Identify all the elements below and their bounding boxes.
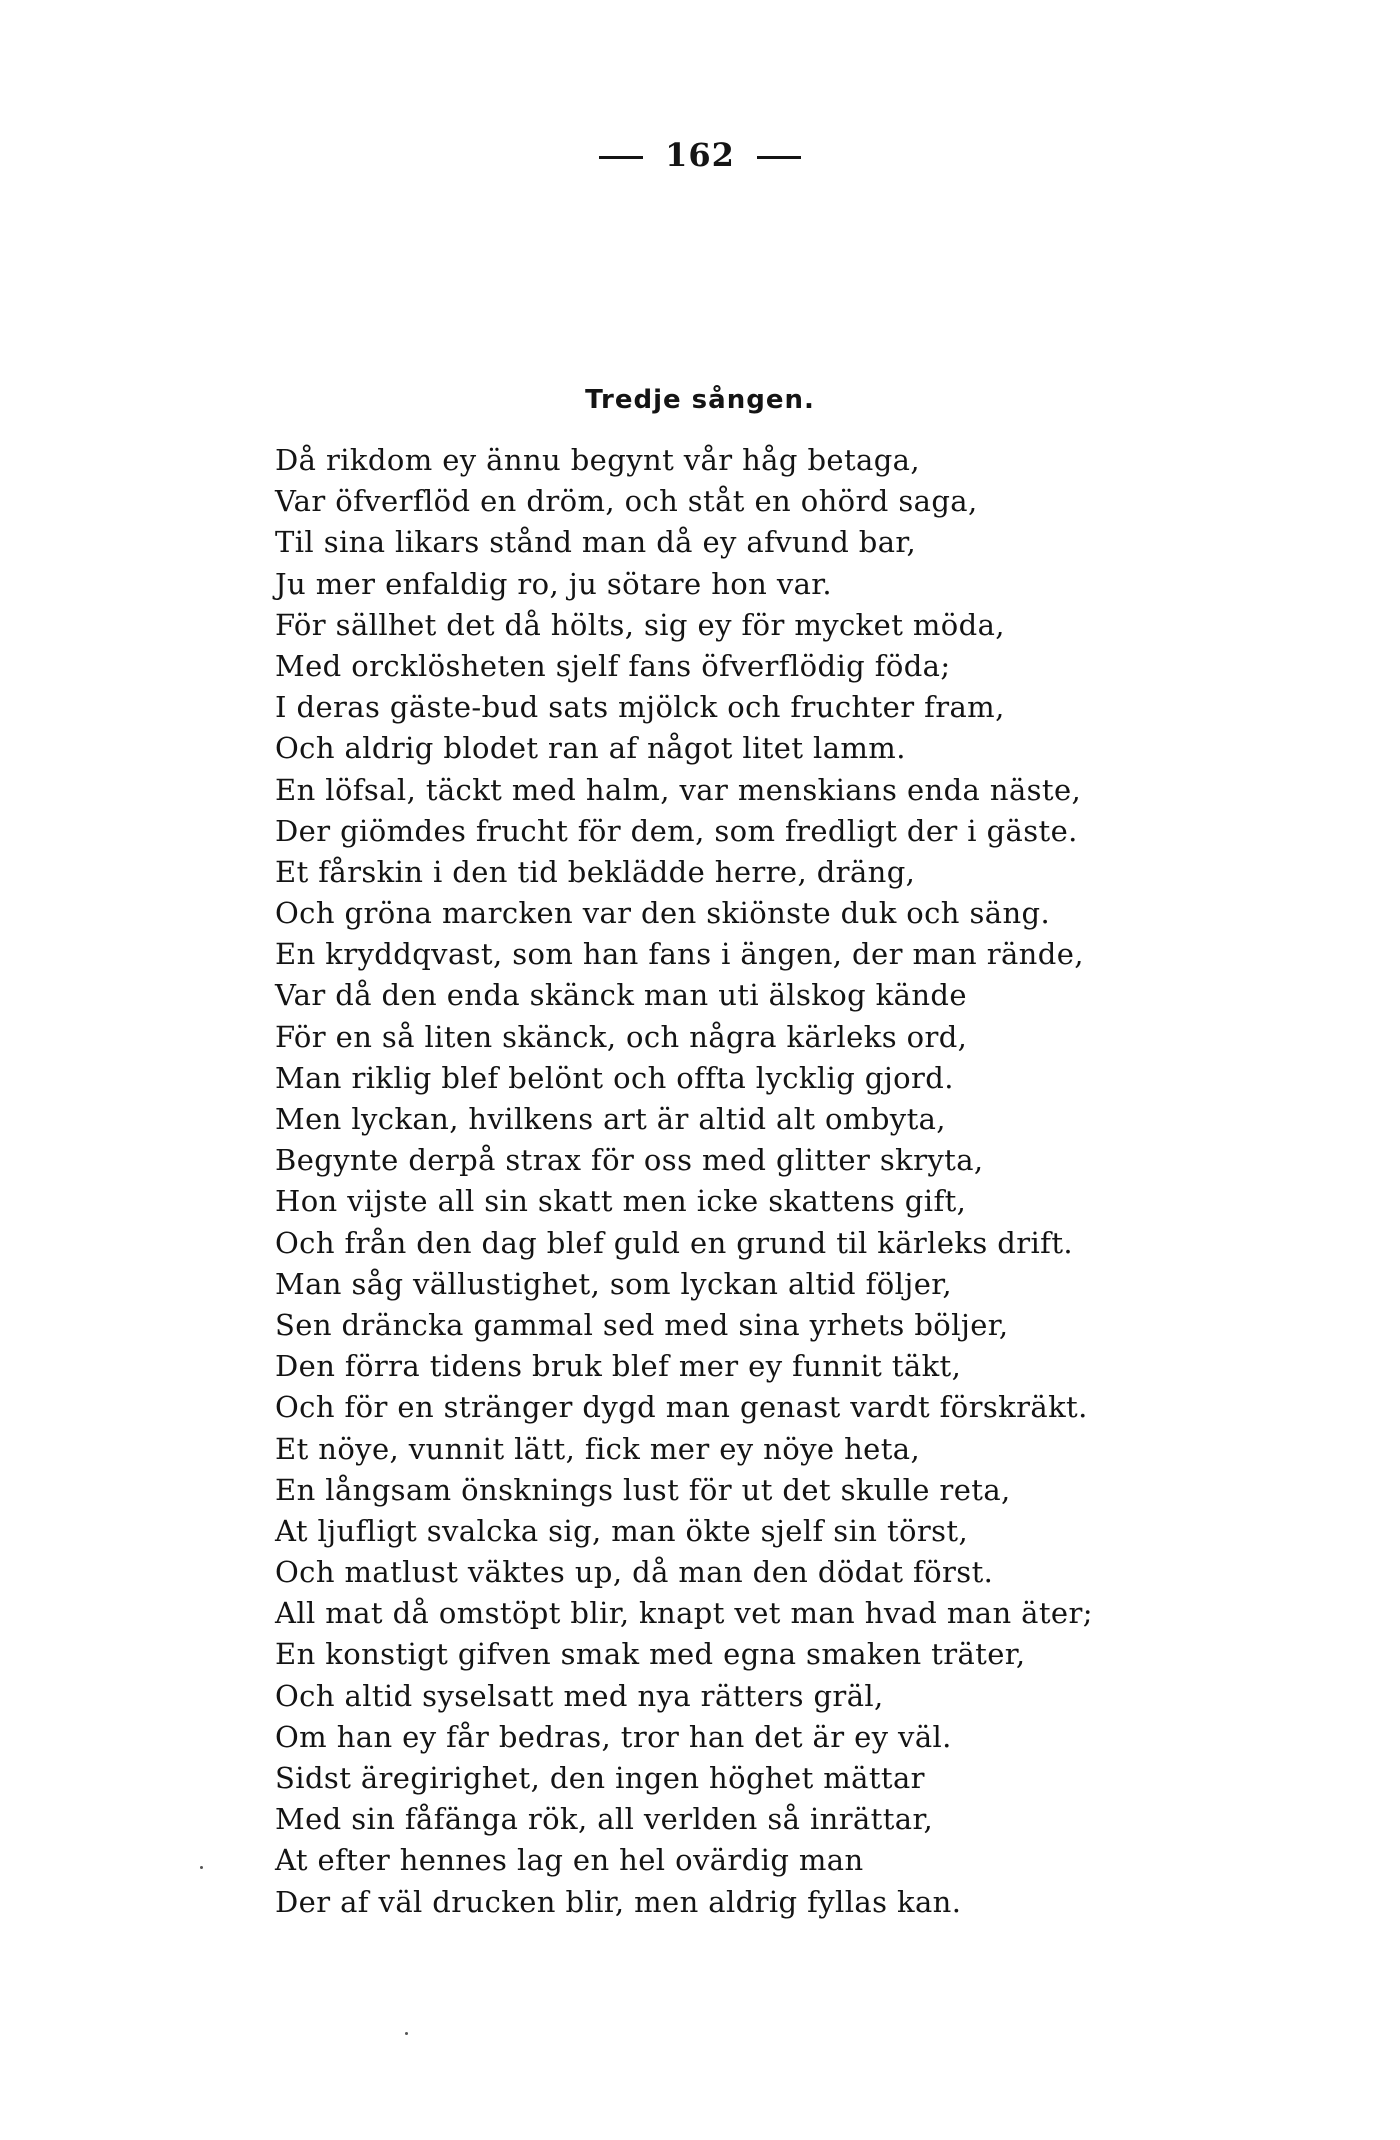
page-number-header [0, 136, 1400, 174]
poem-line: Med sin fåfänga rök, all verlden så inrättar, [275, 1802, 934, 1837]
poem-line: En konstigt gifven smak med egna smaken träter, [275, 1637, 1026, 1672]
poem-line: Et fårskin i den tid beklädde herre, dräng, [275, 854, 916, 889]
poem-line: At ljufligt svalcka sig, man ökte sjelf sin törst, [275, 1513, 969, 1548]
paper-speck [405, 2032, 408, 2035]
poem-line: All mat då omstöpt blir, knapt vet man hvad man äter; [275, 1596, 1093, 1631]
poem-line: Man riklig blef belönt och offta lycklig gjord. [275, 1060, 954, 1095]
poem-line: Och aldrig blodet ran af något litet lamm. [275, 731, 906, 766]
poem-line: Sen dräncka gammal sed med sina yrhets böljer, [275, 1307, 1009, 1342]
poem-line: Och matlust väktes up, då man den dödat först. [275, 1555, 994, 1590]
poem-line: Man såg vällustighet, som lyckan altid följer, [275, 1266, 952, 1301]
poem-line: Der giömdes frucht för dem, som fredligt der i gäste. [275, 813, 1078, 848]
poem-line: Och gröna marcken var den skiönste duk och säng. [275, 896, 1051, 931]
poem-line: En långsam önsknings lust för ut det skulle reta, [275, 1472, 1011, 1507]
poem-line: För sällhet det då hölts, sig ey för mycket möda, [275, 607, 1005, 642]
poem-line: En kryddqvast, som han fans i ängen, der man rände, [275, 937, 1084, 972]
poem-line: Sidst äregirighet, den ingen höghet mättar [275, 1761, 925, 1795]
poem-line: Och altid syselsatt med nya rätters gräl, [275, 1678, 884, 1713]
page-number: 162 [665, 136, 735, 174]
poem-line: Med orcklösheten sjelf fans öfverflödig föda; [275, 648, 951, 683]
poem-line: At efter hennes lag en hel ovärdig man [275, 1843, 864, 1878]
poem-line: Om han ey får bedras, tror han det är ey väl. [275, 1719, 952, 1754]
poem-line: Och från den dag blef guld en grund til kärleks drift. [275, 1225, 1073, 1260]
poem-line: Den förra tidens bruk blef mer ey funnit täkt, [275, 1349, 962, 1384]
paper-speck [200, 1866, 203, 1869]
poem-line: I deras gäste-bud sats mjölck och fruchter fram, [275, 690, 1005, 725]
poem-line: Var då den enda skänck man uti älskog kände [275, 978, 967, 1013]
poem-line: Til sina likars stånd man då ey afvund bar, [275, 525, 917, 560]
poem-text [275, 440, 1093, 1923]
poem-line: Då rikdom ey ännu begynt vår håg betaga, [275, 443, 920, 477]
poem-line: Et nöye, vunnit lätt, fick mer ey nöye heta, [275, 1431, 921, 1466]
poem-line: För en så liten skänck, och några kärleks ord, [275, 1019, 968, 1054]
poem-line: Hon vijste all sin skatt men icke skattens gift, [275, 1184, 967, 1219]
right-dash [757, 156, 801, 159]
poem-line: Och för en stränger dygd man genast vardt förskräkt. [275, 1390, 1088, 1425]
poem-line: Ju mer enfaldig ro, ju sötare hon var. [275, 566, 832, 601]
section-title: Tredje sången. [585, 385, 815, 415]
left-dash [599, 156, 643, 159]
poem-line: Begynte derpå strax för oss med glitter skryta, [275, 1143, 984, 1178]
poem-line: Var öfverflöd en dröm, och ståt en ohörd saga, [275, 484, 978, 519]
poem-line: En löfsal, täckt med halm, var menskians enda näste, [275, 772, 1082, 807]
poem-line: Men lyckan, hvilkens art är altid alt ombyta, [275, 1102, 946, 1136]
poem-line: Der af väl drucken blir, men aldrig fyllas kan. [275, 1884, 962, 1919]
